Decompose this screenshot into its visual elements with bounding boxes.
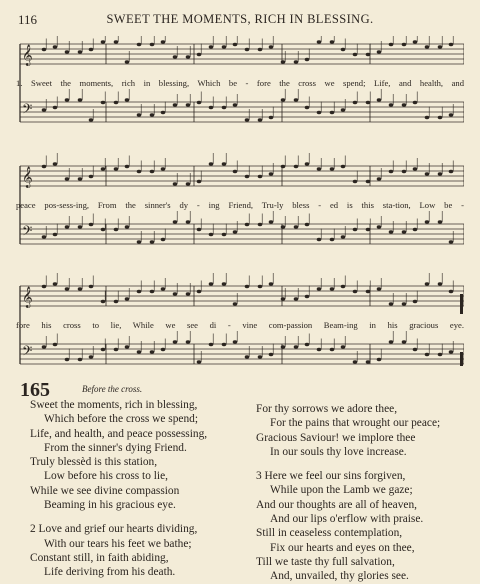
verse-line: And our lips o'erflow with praise. — [270, 513, 424, 526]
note-head — [281, 297, 286, 300]
treble-clef-icon: 𝄞 — [22, 45, 33, 66]
note-head — [413, 228, 418, 231]
verse-line: 3 Here we feel our sins forgiven, — [256, 470, 406, 483]
note-head — [197, 180, 202, 183]
note-head — [186, 55, 191, 58]
verse-line: For the pains that wrought our peace; — [270, 417, 441, 430]
verse-line: And, unvailed, thy glories see. — [270, 570, 409, 583]
note-head — [330, 287, 335, 290]
note-head — [197, 360, 202, 363]
note-head — [65, 225, 70, 228]
note-head — [114, 300, 119, 303]
note-head — [137, 290, 142, 293]
note-head — [161, 111, 166, 114]
note-head — [438, 45, 443, 48]
note-head — [65, 358, 70, 361]
note-head — [413, 40, 418, 43]
bass-clef-icon: 𝄢 — [22, 223, 33, 242]
note-head — [245, 48, 250, 51]
note-head — [258, 175, 263, 178]
bass-clef-icon: 𝄢 — [22, 343, 33, 362]
note-head — [353, 53, 358, 56]
verse-line: Sweet the moments, rich in blessing, — [30, 399, 198, 411]
note-head — [209, 282, 214, 285]
note-head — [173, 103, 178, 106]
note-head — [125, 60, 130, 63]
verse-line: Constant still, in faith abiding, — [30, 551, 169, 564]
note-head — [186, 292, 191, 295]
note-head — [269, 220, 274, 223]
verse-line: And our thoughts are all of heaven, — [256, 498, 418, 511]
note-head — [209, 106, 214, 109]
lyric-line: fore his cross to lie, While we see di - vine com-passion Beam-ing in his gracious eye. — [16, 320, 464, 330]
note-head — [341, 165, 346, 168]
note-head — [294, 225, 299, 228]
note-head — [209, 343, 214, 346]
note-head — [161, 238, 166, 241]
note-head — [258, 48, 263, 51]
note-head — [377, 50, 382, 53]
note-head — [222, 45, 227, 48]
note-head — [114, 348, 119, 351]
note-head — [233, 302, 238, 305]
note-head — [330, 167, 335, 170]
verse-line: Life deriving from his death. — [44, 566, 176, 579]
verse-line: While upon the Lamb we gaze; — [270, 484, 413, 497]
note-head — [197, 228, 202, 231]
note-head — [78, 225, 83, 228]
note-head — [389, 103, 394, 106]
note-head — [449, 240, 454, 243]
note-head — [150, 290, 155, 293]
note-head — [389, 230, 394, 233]
note-head — [305, 343, 310, 346]
treble-clef-icon: 𝄞 — [22, 287, 33, 308]
verse-column-left — [30, 398, 250, 580]
note-head — [89, 118, 94, 121]
verse-line: While we see divine compassion — [30, 484, 180, 497]
note-head — [317, 167, 322, 170]
stanza-gap — [30, 512, 250, 522]
note-head — [269, 45, 274, 48]
note-head — [402, 43, 407, 46]
note-head — [305, 295, 310, 298]
note-head — [150, 170, 155, 173]
note-head — [413, 101, 418, 104]
music-score — [16, 36, 464, 366]
note-head — [402, 302, 407, 305]
note-head — [245, 118, 250, 121]
final-bar — [460, 352, 463, 366]
note-head — [389, 302, 394, 305]
note-head — [245, 223, 250, 226]
note-head — [245, 355, 250, 358]
note-head — [53, 106, 58, 109]
note-head — [330, 238, 335, 241]
note-head — [42, 345, 47, 348]
verse-line: 2 Love and grief our hearts dividing, — [30, 523, 198, 536]
note-head — [42, 285, 47, 288]
note-head — [186, 220, 191, 223]
note-head — [137, 170, 142, 173]
note-head — [294, 297, 299, 300]
note-head — [186, 182, 191, 185]
note-head — [281, 98, 286, 101]
verse-line: Truly blessèd is this station, — [30, 456, 158, 469]
note-head — [89, 285, 94, 288]
verse-line: With our tears his feet we bathe; — [44, 537, 192, 550]
note-head — [245, 285, 250, 288]
note-head — [114, 228, 119, 231]
note-head — [402, 103, 407, 106]
note-head — [425, 116, 430, 119]
note-head — [197, 290, 202, 293]
note-head — [269, 172, 274, 175]
note-head — [78, 177, 83, 180]
note-head — [114, 40, 119, 43]
note-head — [449, 43, 454, 46]
note-head — [425, 220, 430, 223]
note-head — [101, 167, 106, 170]
note-head — [317, 238, 322, 241]
note-head — [341, 108, 346, 111]
note-head — [413, 167, 418, 170]
note-head — [305, 58, 310, 61]
bass-clef-icon: 𝄢 — [22, 101, 33, 120]
note-head — [317, 287, 322, 290]
running-title: SWEET THE MOMENTS, RICH IN BLESSING. — [106, 12, 374, 26]
note-head — [402, 170, 407, 173]
note-head — [197, 53, 202, 56]
note-head — [269, 116, 274, 119]
note-head — [353, 360, 358, 363]
note-head — [42, 108, 47, 111]
verse-line: Life, and health, and peace possessing, — [30, 427, 208, 440]
note-head — [65, 98, 70, 101]
note-head — [449, 170, 454, 173]
note-head — [294, 98, 299, 101]
note-head — [222, 343, 227, 346]
note-head — [269, 353, 274, 356]
note-head — [222, 282, 227, 285]
note-head — [209, 233, 214, 236]
note-head — [101, 300, 106, 303]
verse-line: In our souls thy love increase. — [270, 445, 407, 458]
note-head — [305, 106, 310, 109]
note-head — [209, 45, 214, 48]
note-head — [78, 287, 83, 290]
note-head — [330, 111, 335, 114]
note-head — [341, 345, 346, 348]
note-head — [281, 345, 286, 348]
note-head — [449, 113, 454, 116]
note-head — [330, 348, 335, 351]
note-head — [53, 162, 58, 165]
note-head — [438, 353, 443, 356]
note-head — [317, 348, 322, 351]
note-head — [425, 172, 430, 175]
note-head — [150, 43, 155, 46]
note-head — [425, 45, 430, 48]
note-head — [377, 225, 382, 228]
stanza-gap — [256, 459, 476, 469]
note-head — [137, 43, 142, 46]
note-head — [305, 162, 310, 165]
verse-line: Beaming in his gracious eye. — [44, 499, 176, 512]
note-head — [425, 282, 430, 285]
note-head — [209, 162, 214, 165]
note-head — [402, 340, 407, 343]
note-head — [425, 353, 430, 356]
note-head — [377, 358, 382, 361]
note-head — [281, 225, 286, 228]
note-head — [53, 233, 58, 236]
note-head — [137, 350, 142, 353]
note-head — [125, 165, 130, 168]
note-head — [173, 220, 178, 223]
note-head — [161, 40, 166, 43]
verse-line: Still in ceaseless contemplation, — [256, 527, 403, 540]
note-head — [258, 355, 263, 358]
note-head — [89, 355, 94, 358]
note-head — [173, 340, 178, 343]
note-head — [186, 340, 191, 343]
note-head — [233, 43, 238, 46]
note-head — [114, 167, 119, 170]
note-head — [389, 170, 394, 173]
note-head — [233, 230, 238, 233]
note-head — [222, 162, 227, 165]
note-head — [137, 240, 142, 243]
note-head — [413, 300, 418, 303]
note-head — [137, 113, 142, 116]
note-head — [233, 340, 238, 343]
note-head — [173, 55, 178, 58]
note-head — [65, 177, 70, 180]
note-head — [125, 297, 130, 300]
note-head — [101, 348, 106, 351]
verse-line: Which before the cross we spend; — [44, 413, 199, 426]
note-head — [341, 285, 346, 288]
treble-clef-icon: 𝄞 — [22, 167, 33, 188]
note-head — [258, 118, 263, 121]
hymn-number: 165 — [20, 379, 50, 401]
note-head — [294, 165, 299, 168]
note-head — [161, 348, 166, 351]
verse-column-right — [256, 402, 476, 584]
note-head — [65, 287, 70, 290]
note-head — [89, 223, 94, 226]
note-head — [377, 98, 382, 101]
note-head — [281, 165, 286, 168]
note-head — [330, 40, 335, 43]
note-head — [114, 101, 119, 104]
verse-line: Fix our hearts and eyes on thee, — [270, 541, 415, 554]
note-head — [53, 343, 58, 346]
note-head — [125, 345, 130, 348]
note-head — [341, 48, 346, 51]
note-head — [317, 40, 322, 43]
note-head — [389, 340, 394, 343]
note-head — [222, 106, 227, 109]
note-head — [449, 290, 454, 293]
note-head — [161, 287, 166, 290]
note-head — [150, 240, 155, 243]
note-head — [389, 43, 394, 46]
note-head — [449, 350, 454, 353]
note-head — [281, 60, 286, 63]
note-head — [89, 48, 94, 51]
note-head — [353, 180, 358, 183]
note-head — [305, 223, 310, 226]
verse-line: Low before his cross to lie, — [44, 470, 169, 483]
note-head — [258, 285, 263, 288]
note-head — [377, 287, 382, 290]
note-head — [53, 282, 58, 285]
note-head — [173, 182, 178, 185]
note-head — [78, 358, 83, 361]
verse-line: Gracious Saviour! we implore thee — [256, 431, 416, 444]
note-head — [89, 175, 94, 178]
note-head — [197, 101, 202, 104]
note-head — [438, 282, 443, 285]
verse-line: Till we taste thy full salvation, — [256, 555, 395, 568]
note-head — [101, 101, 106, 104]
verse-line: For thy sorrows we adore thee, — [256, 403, 398, 415]
verse-line: From the sinner's dying Friend. — [44, 441, 187, 454]
note-head — [317, 111, 322, 114]
note-head — [353, 228, 358, 231]
note-head — [101, 228, 106, 231]
note-head — [53, 45, 58, 48]
hymn-subtitle: Before the cross. — [82, 384, 143, 394]
note-head — [341, 235, 346, 238]
note-head — [150, 350, 155, 353]
note-head — [294, 345, 299, 348]
note-head — [413, 348, 418, 351]
page-number: 116 — [18, 12, 38, 27]
note-head — [101, 40, 106, 43]
note-head — [294, 60, 299, 63]
note-head — [186, 103, 191, 106]
note-head — [125, 225, 130, 228]
note-head — [125, 98, 130, 101]
lyric-line: peace pos-sess-ing, From the sinner's dy - ing Friend, Tru-ly bless - ed is this sta-tion, Low be - — [16, 200, 464, 210]
note-head — [438, 220, 443, 223]
note-head — [377, 177, 382, 180]
page-header — [18, 12, 462, 28]
note-head — [245, 175, 250, 178]
note-head — [42, 48, 47, 51]
note-head — [65, 50, 70, 53]
note-head — [233, 103, 238, 106]
note-head — [150, 113, 155, 116]
note-head — [161, 167, 166, 170]
note-head — [173, 292, 178, 295]
note-head — [42, 165, 47, 168]
note-head — [353, 290, 358, 293]
note-head — [222, 233, 227, 236]
note-head — [353, 101, 358, 104]
lyric-line: 1. Sweet the moments, rich in blessing, Which be - fore the cross we spend; Life, and health, and — [16, 78, 464, 88]
note-head — [438, 172, 443, 175]
note-head — [42, 235, 47, 238]
note-head — [269, 282, 274, 285]
note-head — [438, 116, 443, 119]
note-head — [78, 50, 83, 53]
note-head — [233, 170, 238, 173]
final-bar — [460, 294, 463, 314]
note-head — [402, 230, 407, 233]
note-head — [78, 98, 83, 101]
note-head — [258, 223, 263, 226]
